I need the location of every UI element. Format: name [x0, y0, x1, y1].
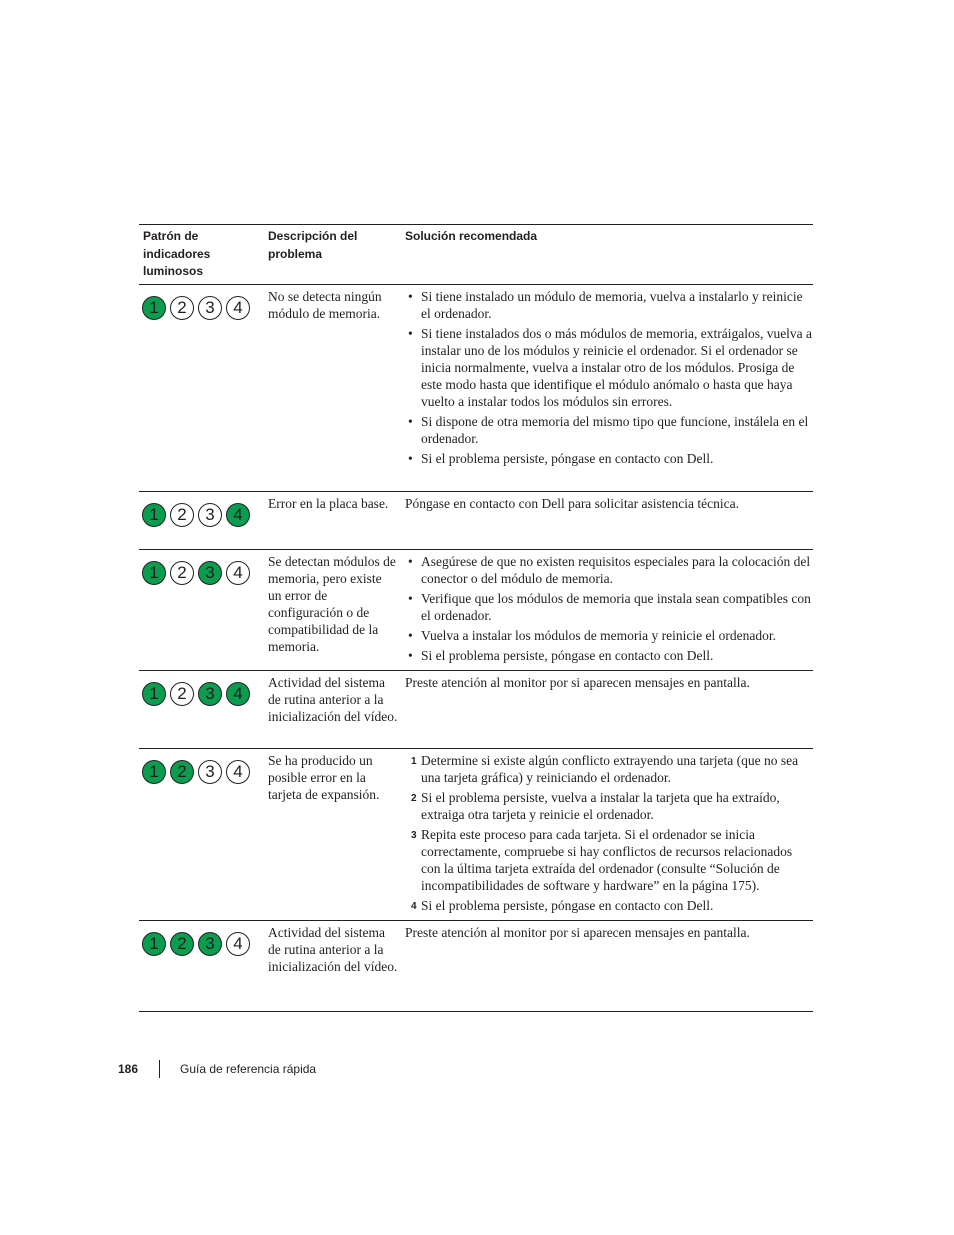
diagnostic-light-pattern [142, 503, 257, 527]
problem-description: Se ha producido un posible error en la tarjeta de expansión. [268, 753, 380, 802]
header-pattern: Patrón de indicadores luminosos [143, 229, 211, 278]
diagnostic-light-3-on-icon: 3 [198, 682, 222, 706]
solution-text: Si dispone de otra memoria del mismo tipo que funcione, instálela en el ordenador. [421, 414, 809, 446]
diagnostic-light-1-on-icon: 1 [142, 760, 166, 784]
table-row [139, 285, 813, 492]
problem-description: Actividad del sistema de rutina anterior a la inicialización del vídeo. [268, 925, 398, 974]
diagnostic-light-4-on-icon: 4 [226, 682, 250, 706]
guide-title: Guía de referencia rápida [180, 1062, 317, 1076]
diagnostic-light-2-off-icon: 2 [170, 682, 194, 706]
solution-text: Si tiene instalados dos o más módulos de memoria, extráigalos, vuelva a instalar uno de los módulos y reinicie el ordenador. Si el ordenador se inicia normalmente, vuelva a instalar otro de los módulos. Prosiga de este modo hasta que identifique el módulo anómalo o hasta que haya vuelto a instalar todos los módulos sin errores. [421, 326, 813, 409]
diagnostic-light-4-off-icon: 4 [226, 296, 250, 320]
diagnostic-lights-table [139, 224, 813, 1012]
footer-separator [159, 1060, 160, 1078]
solution-text: Determine si existe algún conflicto extrayendo una tarjeta (que no sea una tarjeta gráfica) y reiniciando el ordenador. [421, 753, 799, 785]
diagnostic-light-3-off-icon: 3 [198, 503, 222, 527]
solution-item [405, 288, 813, 322]
solution-text: Si el problema persiste, póngase en contacto con Dell. [421, 648, 714, 663]
diagnostic-light-4-off-icon: 4 [226, 561, 250, 585]
solution-text: Repita este proceso para cada tarjeta. Si el ordenador se inicia correctamente, compruebe si hay conflictos de recursos relacionados con la última tarjeta extraída del ordenador (consulte “Solución de incompatibilidades de software y hardware” en la página 175). [421, 827, 793, 893]
diagnostic-light-4-on-icon: 4 [226, 503, 250, 527]
step-number: 2 [411, 793, 417, 804]
step-number: 3 [411, 830, 417, 841]
solution-step [405, 826, 813, 894]
problem-description: Actividad del sistema de rutina anterior a la inicialización del vídeo. [268, 675, 398, 724]
table-body [139, 285, 813, 1012]
recommended-solution [405, 285, 813, 471]
solution-item [405, 325, 813, 410]
page-number: 186 [118, 1062, 139, 1076]
bullet-icon: • [408, 554, 413, 569]
diagnostic-light-1-on-icon: 1 [142, 561, 166, 585]
diagnostic-light-4-off-icon: 4 [226, 932, 250, 956]
solution-text: Verifique que los módulos de memoria que instala sean compatibles con el ordenador. [421, 591, 811, 623]
table-row [139, 671, 813, 749]
step-number: 1 [411, 756, 417, 767]
solution-text: Si el problema persiste, vuelva a instalar la tarjeta que ha extraído, extraiga otra tarjeta y reinicie el ordenador. [421, 790, 780, 822]
recommended-solution [405, 492, 813, 516]
bullet-icon: • [408, 628, 413, 643]
diagnostic-light-1-on-icon: 1 [142, 503, 166, 527]
bullet-icon: • [408, 326, 413, 341]
solution-step [405, 752, 813, 786]
diagnostic-light-2-off-icon: 2 [170, 561, 194, 585]
bullet-icon: • [408, 591, 413, 606]
solution-text: Si el problema persiste, póngase en contacto con Dell. [421, 451, 714, 466]
diagnostic-light-pattern [142, 682, 257, 706]
recommended-solution [405, 550, 813, 668]
diagnostic-light-pattern [142, 561, 257, 585]
solution-text: Póngase en contacto con Dell para solicitar asistencia técnica. [405, 496, 739, 511]
solution-item [405, 647, 813, 664]
diagnostic-light-3-on-icon: 3 [198, 932, 222, 956]
solution-item [405, 674, 813, 691]
solution-item [405, 553, 813, 587]
diagnostic-light-1-on-icon: 1 [142, 296, 166, 320]
recommended-solution [405, 671, 813, 695]
bullet-icon: • [408, 289, 413, 304]
diagnostic-light-2-off-icon: 2 [170, 296, 194, 320]
diagnostic-light-4-off-icon: 4 [226, 760, 250, 784]
diagnostic-light-pattern [142, 760, 257, 784]
diagnostic-light-3-off-icon: 3 [198, 760, 222, 784]
diagnostic-light-3-off-icon: 3 [198, 296, 222, 320]
solution-text: Preste atención al monitor por si aparecen mensajes en pantalla. [405, 925, 750, 940]
solution-text: Si el problema persiste, póngase en contacto con Dell. [421, 898, 714, 913]
table-row [139, 550, 813, 671]
recommended-solution [405, 921, 813, 945]
problem-description: No se detecta ningún módulo de memoria. [268, 289, 382, 321]
bullet-icon: • [408, 414, 413, 429]
diagnostic-light-1-on-icon: 1 [142, 932, 166, 956]
table-row [139, 492, 813, 550]
problem-description: Se detectan módulos de memoria, pero existe un error de configuración o de compatibilidad de la memoria. [268, 554, 396, 654]
step-number: 4 [411, 901, 417, 912]
header-description: Descripción del problema [268, 229, 358, 261]
solution-text: Si tiene instalado un módulo de memoria, vuelva a instalarlo y reinicie el ordenador. [421, 289, 803, 321]
solution-step [405, 789, 813, 823]
solution-step [405, 897, 813, 914]
solution-item [405, 413, 813, 447]
solution-text: Asegúrese de que no existen requisitos especiales para la colocación del conector o del módulo de memoria. [421, 554, 811, 586]
problem-description: Error en la placa base. [268, 496, 389, 511]
solution-text: Preste atención al monitor por si aparecen mensajes en pantalla. [405, 675, 750, 690]
table-row [139, 749, 813, 921]
diagnostic-light-2-on-icon: 2 [170, 932, 194, 956]
diagnostic-light-pattern [142, 932, 257, 956]
diagnostic-light-3-on-icon: 3 [198, 561, 222, 585]
bullet-icon: • [408, 648, 413, 663]
table-header [139, 225, 813, 285]
solution-item [405, 924, 813, 941]
solution-item [405, 450, 813, 467]
bullet-icon: • [408, 451, 413, 466]
header-solution: Solución recomendada [405, 229, 538, 243]
diagnostic-light-1-on-icon: 1 [142, 682, 166, 706]
solution-item [405, 495, 813, 512]
diagnostic-light-pattern [142, 296, 257, 320]
diagnostic-light-2-off-icon: 2 [170, 503, 194, 527]
table-row [139, 921, 813, 1012]
diagnostic-light-2-on-icon: 2 [170, 760, 194, 784]
recommended-solution [405, 749, 813, 918]
solution-item [405, 590, 813, 624]
solution-item [405, 627, 813, 644]
solution-text: Vuelva a instalar los módulos de memoria y reinicie el ordenador. [421, 628, 776, 643]
